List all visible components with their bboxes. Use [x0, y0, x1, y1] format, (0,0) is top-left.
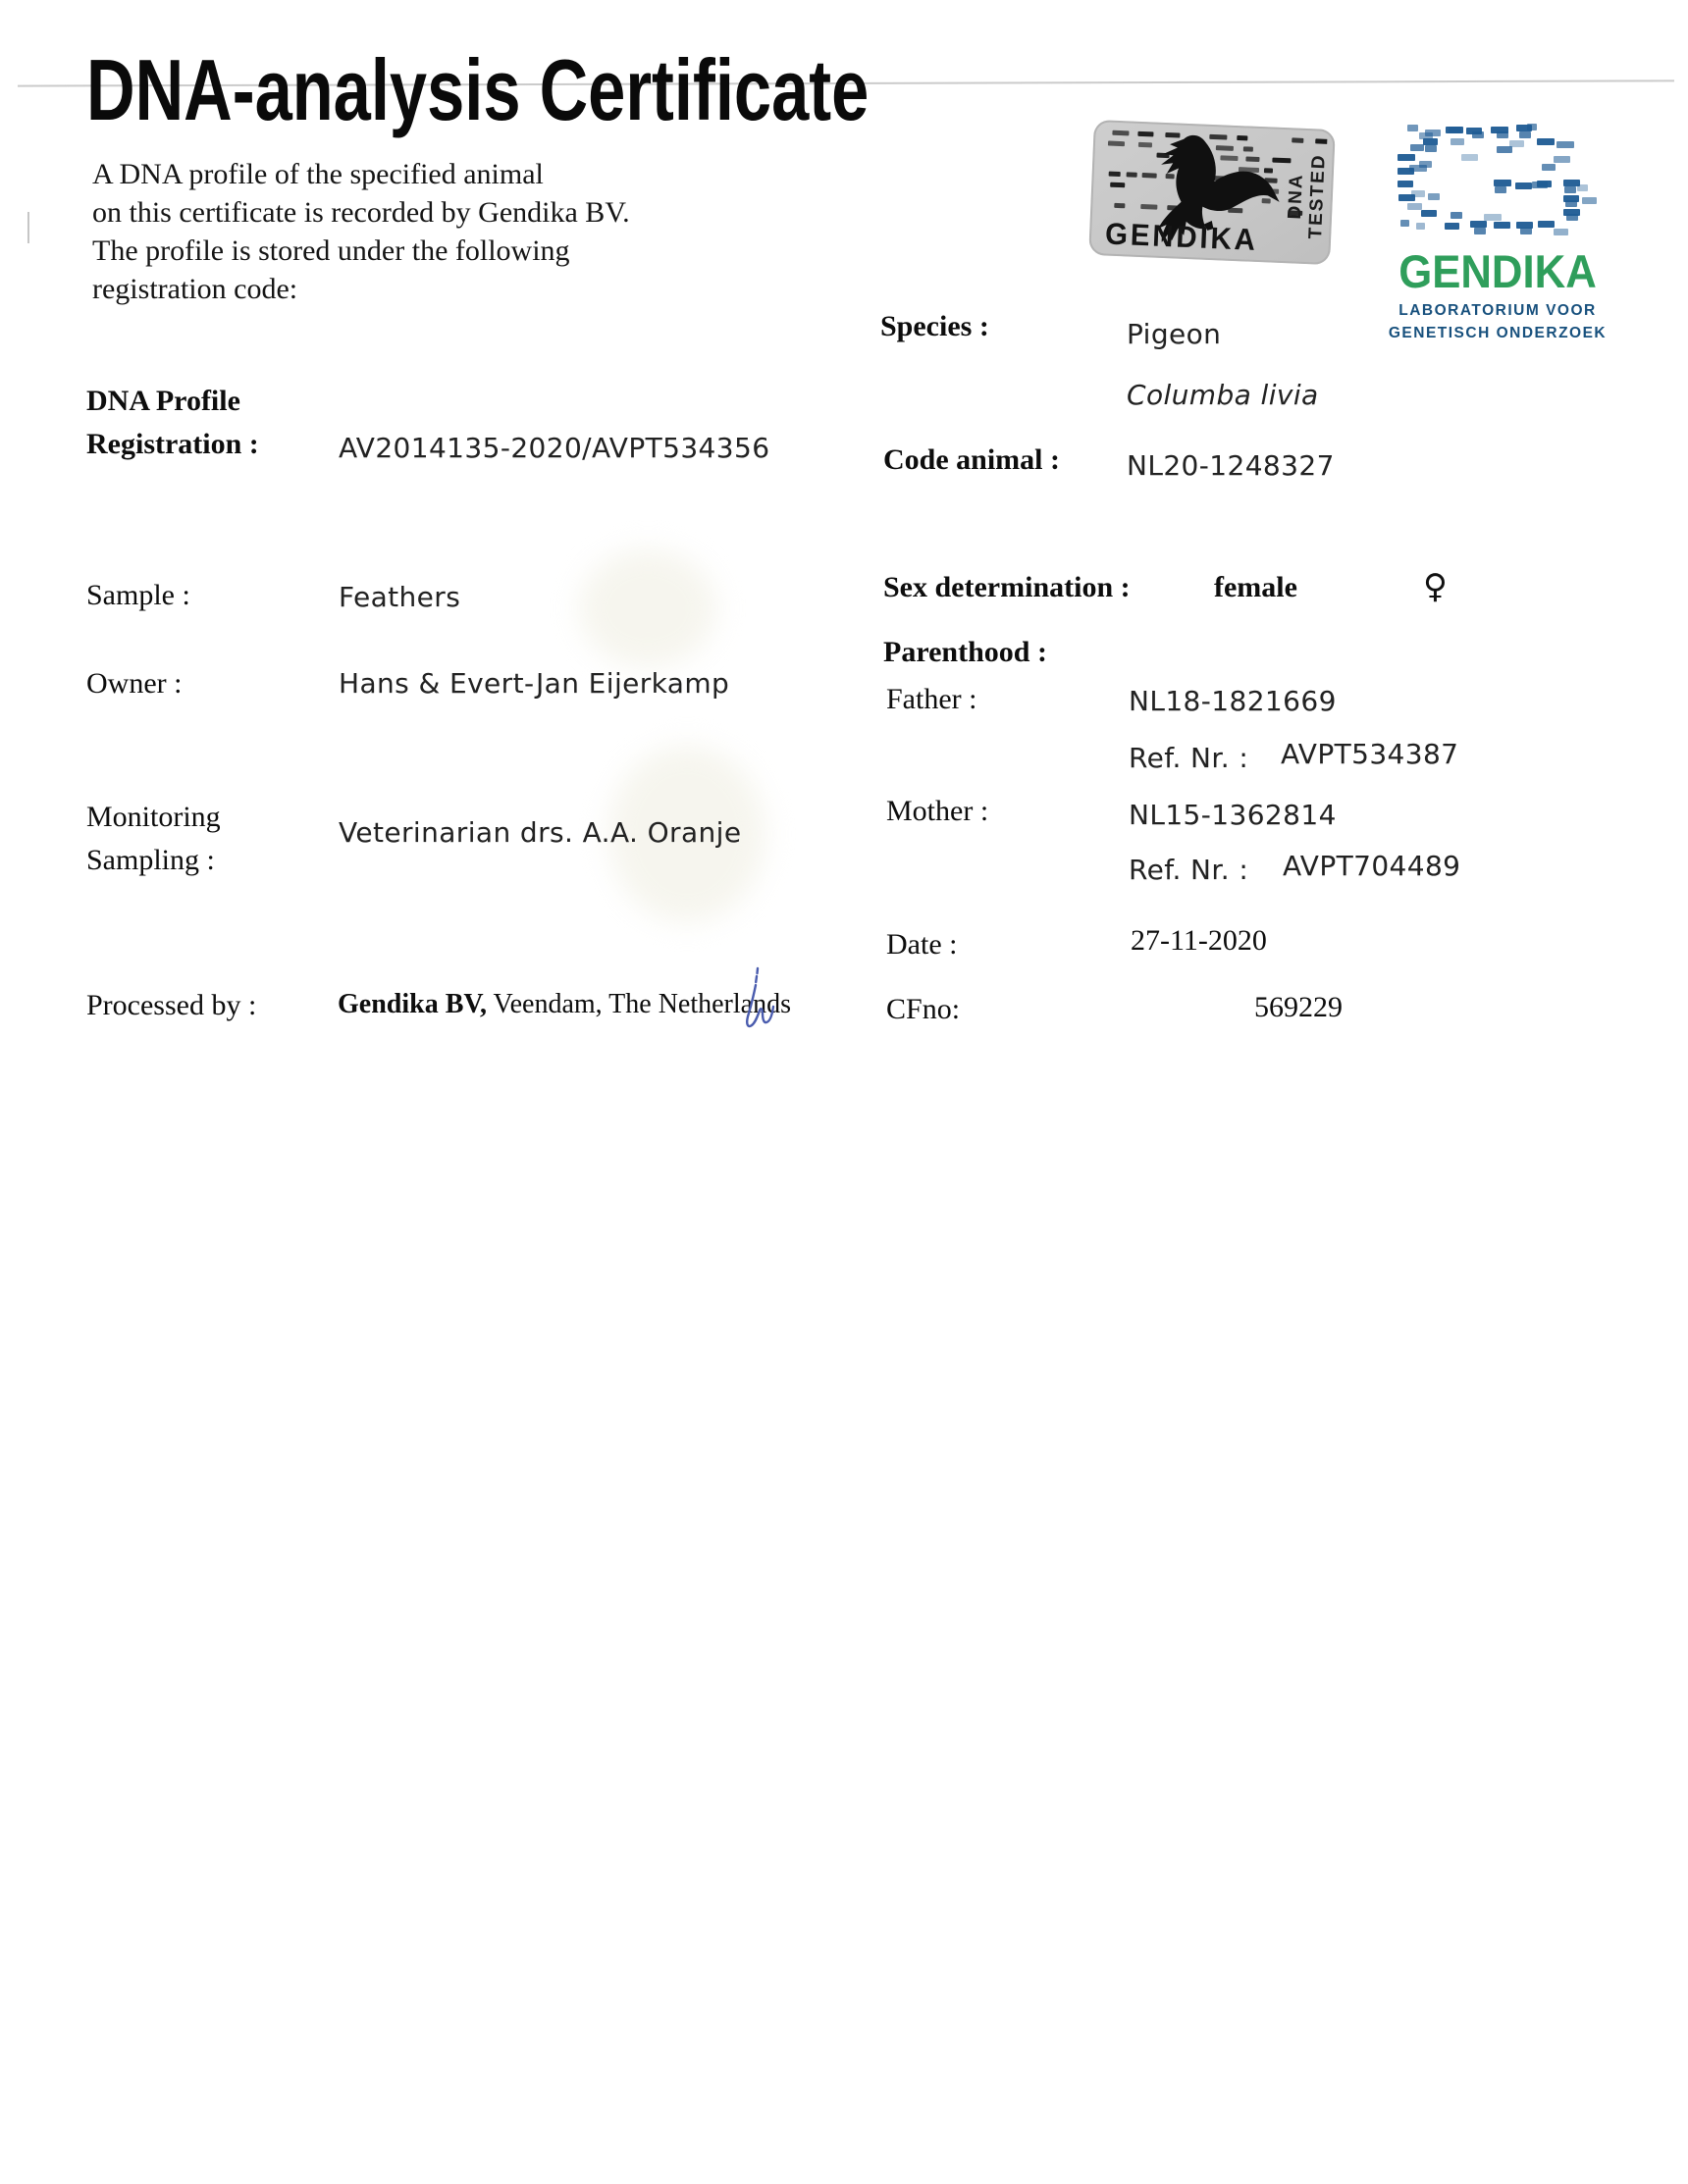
- gendika-logo-wordmark: GENDIKA: [1398, 245, 1597, 297]
- scan-smudge: [579, 549, 716, 667]
- processed-by-label: Processed by :: [86, 989, 257, 1021]
- monitoring-label-line2: Sampling :: [86, 844, 215, 876]
- date-value: 27-11-2020: [1131, 924, 1267, 957]
- gendika-logo-g-pattern: [1398, 126, 1598, 239]
- father-label: Father :: [886, 683, 977, 715]
- gendika-dna-tested-stamp: [1088, 120, 1336, 265]
- processed-by-company: Gendika BV,: [338, 989, 487, 1019]
- mother-value: NL15-1362814: [1129, 799, 1337, 831]
- page-title: DNA-analysis Certificate: [86, 41, 870, 138]
- code-animal-value: NL20-1248327: [1127, 449, 1335, 482]
- father-ref-value: AVPT534387: [1281, 738, 1459, 770]
- logo-subtitle-line: GENETISCH ONDERZOEK: [1388, 325, 1608, 341]
- monitoring-label-line1: Monitoring: [86, 801, 221, 833]
- signature-scribble: [738, 965, 779, 1034]
- monitoring-value: Veterinarian drs. A.A. Oranje: [339, 816, 742, 849]
- species-label: Species :: [880, 310, 989, 342]
- scan-scratch: [27, 212, 29, 243]
- species-latin-name: Columba livia: [1127, 379, 1319, 411]
- processed-by-value: [338, 989, 791, 1020]
- sex-determination-label: Sex determination :: [883, 571, 1131, 603]
- code-animal-label: Code animal :: [883, 443, 1060, 476]
- intro-paragraph: [92, 155, 630, 308]
- mother-label: Mother :: [886, 795, 989, 827]
- owner-label: Owner :: [86, 667, 183, 700]
- sample-value: Feathers: [339, 581, 461, 613]
- mother-ref-value: AVPT704489: [1283, 850, 1461, 882]
- species-value: Pigeon: [1127, 318, 1222, 350]
- cfno-value: 569229: [1254, 991, 1343, 1023]
- parenthood-label: Parenthood :: [883, 636, 1047, 668]
- gendika-logo-subtitle: [1372, 299, 1623, 344]
- stamp-brand-text: GENDIKA: [1104, 216, 1259, 257]
- father-ref-label: Ref. Nr. :: [1129, 742, 1249, 774]
- stamp-dna-tested-text: DNA TESTED: [1284, 153, 1330, 240]
- female-symbol-icon: ♀: [1423, 567, 1448, 606]
- mother-ref-label: Ref. Nr. :: [1129, 854, 1249, 886]
- sex-determination-value: female: [1214, 571, 1297, 603]
- father-value: NL18-1821669: [1129, 685, 1337, 717]
- intro-line: A DNA profile of the specified animal: [92, 158, 544, 190]
- logo-subtitle-line: LABORATORIUM VOOR: [1398, 302, 1597, 319]
- processed-by-location: Veendam, The Netherlands: [487, 989, 791, 1019]
- intro-line: The profile is stored under the following: [92, 234, 570, 267]
- date-label: Date :: [886, 928, 958, 961]
- cfno-label: CFno:: [886, 993, 961, 1025]
- dna-profile-label-line2: Registration :: [86, 428, 259, 460]
- sample-label: Sample :: [86, 579, 190, 611]
- owner-value: Hans & Evert-Jan Eijerkamp: [339, 667, 730, 700]
- dna-profile-registration-value: AV2014135-2020/AVPT534356: [339, 432, 770, 464]
- intro-line: registration code:: [92, 273, 298, 305]
- intro-line: on this certificate is recorded by Gendika BV.: [92, 196, 630, 229]
- dna-profile-label-line1: DNA Profile: [86, 385, 240, 417]
